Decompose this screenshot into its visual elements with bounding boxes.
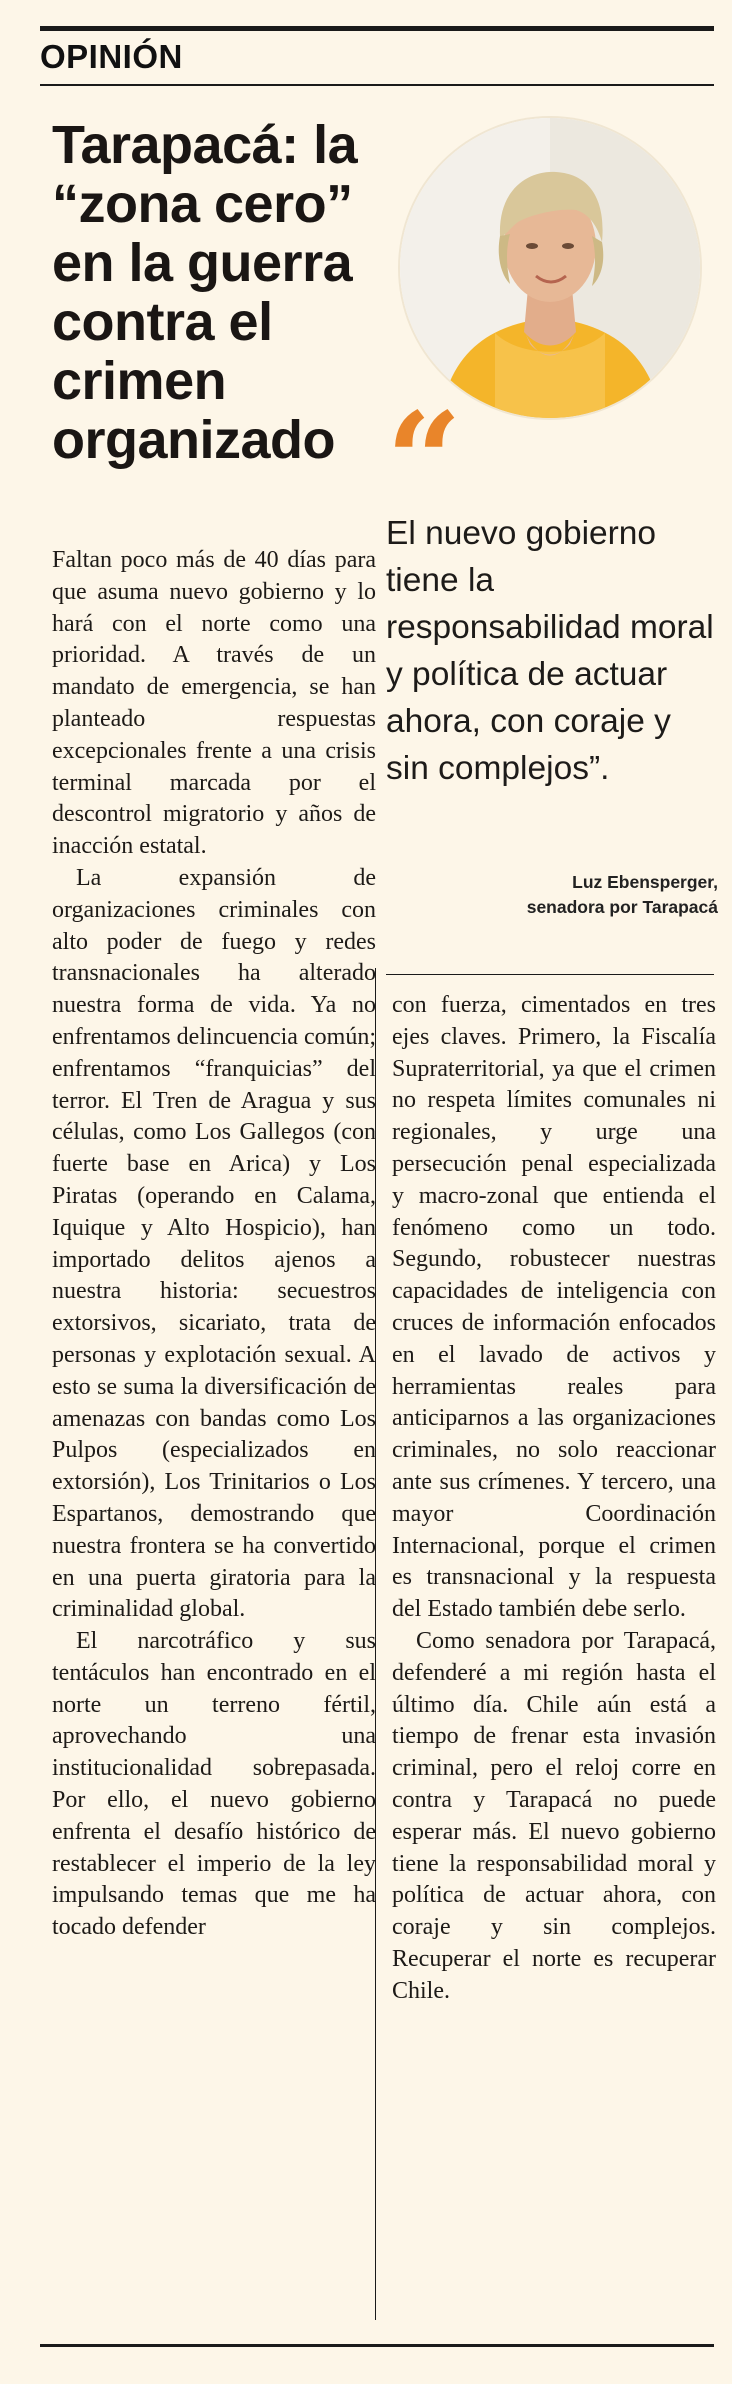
body-paragraph: El narcotráfico y sus tentáculos han encontrado en el norte un terreno fértil, aprovechando una institucionalidad sobrepasada. Por ello, el nuevo gobierno enfrenta el desafío histórico de restablecer el imperio de la ley impulsando temas que me ha tocado defender bbox=[52, 1628, 376, 1941]
body-paragraph: Faltan poco más de 40 días para que asuma nuevo gobierno y lo hará con el norte como una prioridad. A través de un mandato de emergencia, se han planteado respuestas excepcionales frente a una crisis terminal marcada por el descontrol migratorio y años de inacción estatal. bbox=[52, 547, 376, 860]
body-paragraph: La expansión de organizaciones criminales con alto poder de fuego y redes transnacionales ha alterado nuestra forma de vida. Ya no enfrentamos delincuencia común; enfrentamos “franquicias” del terror. El Tren de Aragua y sus células, como Los Gallegos (con fuerte base en Arica) y Los Piratas (operando en Calama, Iquique y Alto Hospicio), han importado delitos ajenos a nuestra historia: secuestros extorsivos, sicariato, trata de personas y explotación sexual. A esto se suma la diversificación de amenazas con bandas como Los Pulpos (especializados en extorsión), Los Trinitarios o Los Espartanos, demostrando que nuestra frontera se ha convertido en una puerta giratoria para la criminalidad global. bbox=[52, 864, 376, 1623]
byline-name: Luz Ebensperger, bbox=[572, 872, 718, 892]
pull-quote-mark: “ bbox=[386, 384, 462, 539]
body-column-right bbox=[392, 990, 716, 2008]
body-column-left bbox=[52, 545, 376, 1944]
section-label: OPINIÓN bbox=[40, 38, 183, 75]
byline bbox=[440, 870, 718, 920]
author-photo bbox=[400, 118, 700, 418]
pull-quote-text: El nuevo gobierno tiene la responsabilidad moral y política de actuar ahora, con coraje y sin complejos”. bbox=[386, 515, 714, 787]
section-rule-top bbox=[40, 26, 714, 31]
body-paragraph: Como senadora por Tarapacá, defenderé a mi región hasta el último día. Chile aún está a tiempo de frenar esta invasión criminal, pero el reloj corre en contra y Tarapacá no puede esperar más. El nuevo gobierno tiene la responsabilidad moral y política de actuar ahora, con coraje y sin complejos. Recuperar el norte es recuperar Chile. bbox=[392, 1627, 716, 2004]
body-paragraph: con fuerza, cimentados en tres ejes claves. Primero, la Fiscalía Supraterritorial, ya que el crimen no respeta límites comunales ni regionales, y urge una persecución penal especializada y macro-zonal que entienda el fenómeno como un todo. Segundo, robustecer nuestras capacidades de inteligencia con cruces de información enfocados en el lavado de activos y herramientas reales para anticiparnos a las organizaciones criminales, no solo reaccionar ante sus crímenes. Y tercero, una mayor Coordinación Internacional, porque el crimen es transnacional y la respuesta del Estado también debe serlo. bbox=[392, 992, 716, 1623]
headline: Tarapacá: la “zona cero” en la guerra contra el crimen organizado bbox=[52, 115, 358, 470]
bottom-rule bbox=[40, 2344, 714, 2347]
author-portrait-image bbox=[400, 118, 700, 418]
byline-role: senadora por Tarapacá bbox=[526, 897, 718, 917]
right-column-rule bbox=[386, 974, 714, 975]
section-rule-bottom bbox=[40, 84, 714, 86]
